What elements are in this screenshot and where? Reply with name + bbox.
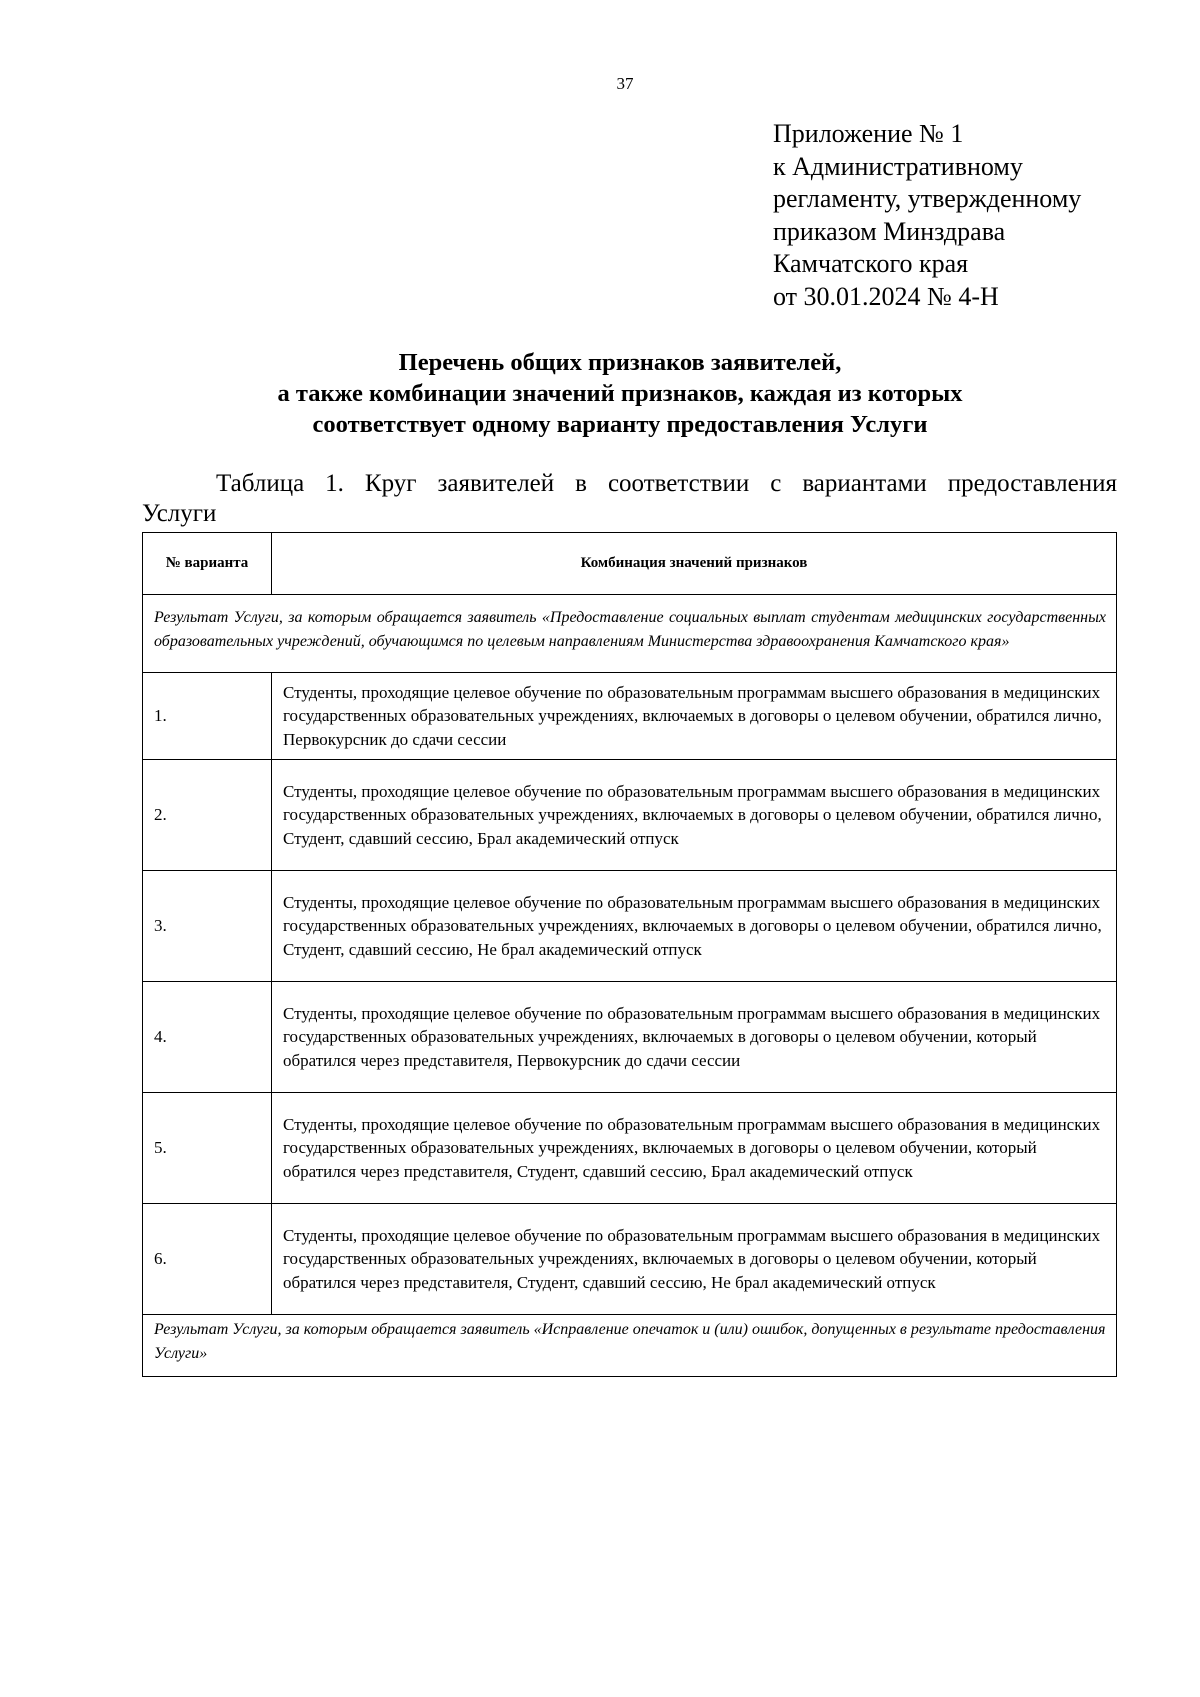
page-number: 37 [616,74,634,93]
title-line: соответствует одному варианту предоставления Услуги [312,411,928,438]
row-number: 2. [143,760,272,871]
caption-line: Таблица 1. Круг заявителей в соответствии с вариантами предоставления [216,470,1117,497]
row-number: 4. [143,982,272,1093]
table-row [143,760,1117,871]
table-row [143,673,1117,760]
appendix-line: Камчатского края [773,249,969,278]
row-text: Студенты, проходящие целевое обучение по образовательным программам высшего образования в медицинских государственных образовательных учреждениях, включаемых в договоры о целевом обучении, который обратился через представителя, Первокурсник до сдачи сессии [272,982,1117,1093]
title-line: Перечень общих признаков заявителей, [398,349,842,376]
row-text: Студенты, проходящие целевое обучение по образовательным программам высшего образования в медицинских государственных образовательных учреждениях, включаемых в договоры о целевом обучении, который обратился через представителя, Студент, сдавший сессию, Не брал академический отпуск [272,1204,1117,1315]
appendix-line: от 30.01.2024 № 4-Н [773,281,999,311]
row-text: Студенты, проходящие целевое обучение по образовательным программам высшего образования в медицинских государственных образовательных учреждениях, включаемых в договоры о целевом обучении, обратился лично, Студент, сдавший сессию, Брал академический отпуск [272,760,1117,871]
row-text: Студенты, проходящие целевое обучение по образовательным программам высшего образования в медицинских государственных образовательных учреждениях, включаемых в договоры о целевом обучении, который обратился через представителя, Студент, сдавший сессию, Брал академический отпуск [272,1093,1117,1204]
result-text: Результат Услуги, за которым обращается заявитель «Предоставление социальных выплат студентам медицинских государственных образовательных учреждений, обучающимся по целевым направлениям Министерства здравоохранения Камчатского края» [143,595,1117,673]
header-number: № варианта [143,533,272,595]
title-line: а также комбинации значений признаков, каждая из которых [277,380,963,407]
table-caption [142,469,1117,529]
variants-table [142,532,1117,1377]
header-combination: Комбинация значений признаков [272,533,1117,595]
table-row [143,1204,1117,1315]
appendix-line: приказом Минздрава [773,216,1006,246]
appendix-line: регламенту, утвержденному [773,184,1082,213]
row-number: 5. [143,1093,272,1204]
caption-line: Услуги [142,500,217,527]
appendix-block [773,118,1081,313]
result-text: Результат Услуги, за которым обращается заявитель «Исправление опечаток и (или) ошибок, допущенных в результате предоставления Услуги» [143,1315,1117,1377]
row-number: 1. [143,673,272,760]
result-row [143,595,1117,673]
appendix-line: к Административному [773,151,1023,181]
document-title [120,347,1120,440]
row-text: Студенты, проходящие целевое обучение по образовательным программам высшего образования в медицинских государственных образовательных учреждениях, включаемых в договоры о целевом обучении, обратился лично, Первокурсник до сдачи сессии [272,673,1117,760]
table-row [143,1093,1117,1204]
row-text: Студенты, проходящие целевое обучение по образовательным программам высшего образования в медицинских государственных образовательных учреждениях, включаемых в договоры о целевом обучении, обратился лично, Студент, сдавший сессию, Не брал академический отпуск [272,871,1117,982]
result-row [143,1315,1117,1377]
appendix-line: Приложение № 1 [773,119,964,148]
row-number: 6. [143,1204,272,1315]
table-row [143,982,1117,1093]
row-number: 3. [143,871,272,982]
table-header-row [143,533,1117,595]
table-row [143,871,1117,982]
